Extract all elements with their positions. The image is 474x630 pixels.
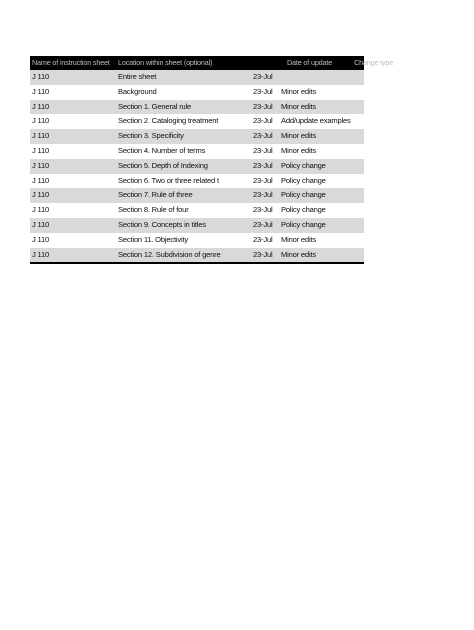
table-row [30, 203, 364, 218]
cell-location: Section 8. Rule of four [118, 205, 189, 215]
cell-date: 23-Jul [253, 234, 273, 244]
table-row [30, 114, 364, 129]
cell-location: Background [118, 86, 157, 96]
table-body [30, 70, 364, 262]
cell-date: 23-Jul [253, 101, 273, 111]
cell-instruction-sheet: J 110 [32, 234, 50, 244]
cell-instruction-sheet: J 110 [32, 249, 50, 259]
cell-location: Section 12. Subdivision of genre [118, 249, 221, 259]
cell-location: Section 6. Two or three related t [118, 175, 219, 185]
change-log-table [30, 56, 394, 264]
cell-change-type: Minor edits [281, 234, 316, 244]
cell-location: Section 1. General rule [118, 101, 192, 111]
cell-instruction-sheet: J 110 [32, 86, 50, 96]
cell-instruction-sheet: J 110 [32, 219, 50, 229]
cell-location: Section 2. Cataloging treatment [118, 116, 219, 126]
header-date-change [265, 56, 394, 70]
cell-change-type: Policy change [281, 205, 326, 215]
cell-instruction-sheet: J 110 [32, 175, 50, 185]
cell-date: 23-Jul [253, 175, 273, 185]
table-header-row [30, 56, 394, 70]
cell-date: 23-Jul [253, 205, 273, 215]
table-row [30, 85, 364, 100]
cell-instruction-sheet: J 110 [32, 160, 50, 170]
header-date: Date of update [287, 58, 333, 67]
table-row [30, 174, 364, 189]
cell-instruction-sheet: J 110 [32, 131, 50, 141]
cell-location: Section 3. Specificity [118, 131, 184, 141]
cell-location: Section 4. Number of terms [118, 145, 206, 155]
cell-change-type: Minor edits [281, 145, 316, 155]
cell-date: 23-Jul [253, 219, 273, 229]
cell-location: Section 5. Depth of Indexing [118, 160, 208, 170]
table-row [30, 188, 364, 203]
table-row [30, 70, 364, 85]
cell-date: 23-Jul [253, 86, 273, 96]
cell-location: Section 7. Rule of three [118, 190, 193, 200]
cell-change-type: Add/update examples [281, 116, 351, 126]
header-location: Location within sheet (optional) [118, 58, 213, 67]
cell-change-type: Policy change [281, 219, 326, 229]
cell-instruction-sheet: J 110 [32, 72, 50, 81]
header-instruction-sheet: Name of instruction sheet [32, 58, 110, 67]
cell-date: 23-Jul [253, 160, 273, 170]
cell-change-type: Minor edits [281, 249, 316, 259]
cell-date: 23-Jul [253, 116, 273, 126]
cell-date: 23-Jul [253, 131, 273, 141]
cell-change-type: Policy change [281, 175, 326, 185]
cell-date: 23-Jul [253, 190, 273, 200]
cell-location: Section 9. Concepts in titles [118, 219, 206, 229]
cell-location: Section 11. Objectivity [118, 234, 188, 244]
cell-date: 23-Jul [253, 72, 273, 81]
cell-change-type: Minor edits [281, 86, 316, 96]
header-change-type: Change type [354, 58, 394, 67]
table-row [30, 233, 364, 248]
table-row [30, 159, 364, 174]
cell-change-type [277, 70, 364, 85]
table-row [30, 218, 364, 233]
cell-instruction-sheet: J 110 [32, 145, 50, 155]
cell-instruction-sheet: J 110 [32, 205, 50, 215]
cell-change-type: Minor edits [281, 101, 316, 111]
cell-change-type: Minor edits [281, 131, 316, 141]
table-row [30, 100, 364, 115]
cell-change-type: Policy change [281, 160, 326, 170]
cell-instruction-sheet: J 110 [32, 190, 50, 200]
cell-instruction-sheet: J 110 [32, 101, 50, 111]
cell-date: 23-Jul [253, 249, 273, 259]
cell-location: Entire sheet [118, 72, 157, 81]
table-row [30, 129, 364, 144]
table-row [30, 144, 364, 159]
table-row [30, 248, 364, 263]
cell-change-type: Policy change [281, 190, 326, 200]
cell-instruction-sheet: J 110 [32, 116, 50, 126]
cell-date: 23-Jul [253, 145, 273, 155]
